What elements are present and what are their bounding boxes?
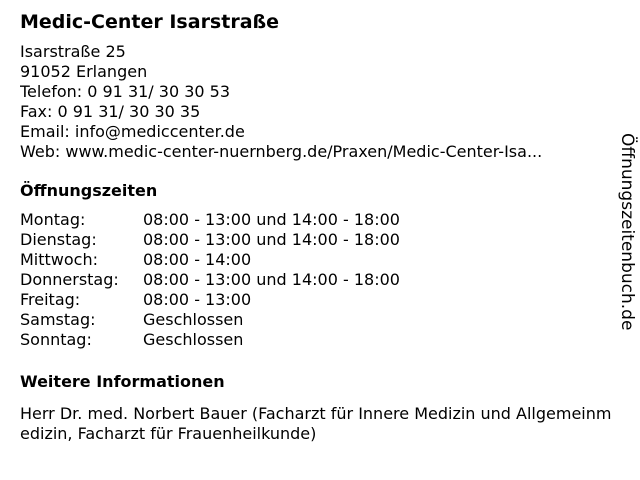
hours-day: Sonntag: xyxy=(20,330,92,349)
hours-row-friday xyxy=(20,290,618,310)
business-card xyxy=(20,10,618,444)
hours-time: 08:00 - 13:00 xyxy=(143,290,252,309)
hours-row-wednesday xyxy=(20,250,618,270)
hours-row-monday xyxy=(20,210,618,230)
hours-day: Freitag: xyxy=(20,290,81,309)
brand-text: Öffnungszeitenbuch.de xyxy=(617,133,637,331)
city-address: 91052 Erlangen xyxy=(20,62,148,81)
opening-hours-table xyxy=(20,210,618,350)
hours-row-sunday xyxy=(20,330,618,350)
further-info-text: Herr Dr. med. Norbert Bauer (Facharzt für Innere Medizin und Allgemeinmedizin, Facharzt für Frauenheilkunde) xyxy=(20,404,612,443)
fax-number: Fax: 0 91 31/ 30 30 35 xyxy=(20,102,201,121)
hours-time: Geschlossen xyxy=(143,330,244,349)
further-info-heading: Weitere Informationen xyxy=(20,372,225,391)
hours-day: Montag: xyxy=(20,210,86,229)
hours-day: Samstag: xyxy=(20,310,96,329)
email-address: Email: info@mediccenter.de xyxy=(20,122,245,141)
hours-day: Mittwoch: xyxy=(20,250,98,269)
hours-time: 08:00 - 13:00 und 14:00 - 18:00 xyxy=(143,210,400,229)
hours-time: 08:00 - 14:00 xyxy=(143,250,252,269)
hours-time: 08:00 - 13:00 und 14:00 - 18:00 xyxy=(143,270,400,289)
hours-day: Donnerstag: xyxy=(20,270,119,289)
street-address: Isarstraße 25 xyxy=(20,42,126,61)
hours-row-tuesday xyxy=(20,230,618,250)
hours-row-thursday xyxy=(20,270,618,290)
website-link: Web: www.medic-center-nuernberg.de/Praxen/Medic-Center-Isa... xyxy=(20,142,543,161)
hours-day: Dienstag: xyxy=(20,230,97,249)
brand-watermark xyxy=(614,133,640,363)
hours-row-saturday xyxy=(20,310,618,330)
business-name: Medic-Center Isarstraße xyxy=(20,11,280,33)
phone-number: Telefon: 0 91 31/ 30 30 53 xyxy=(20,82,231,101)
hours-time: Geschlossen xyxy=(143,310,244,329)
opening-hours-heading: Öffnungszeiten xyxy=(20,181,158,200)
hours-time: 08:00 - 13:00 und 14:00 - 18:00 xyxy=(143,230,400,249)
